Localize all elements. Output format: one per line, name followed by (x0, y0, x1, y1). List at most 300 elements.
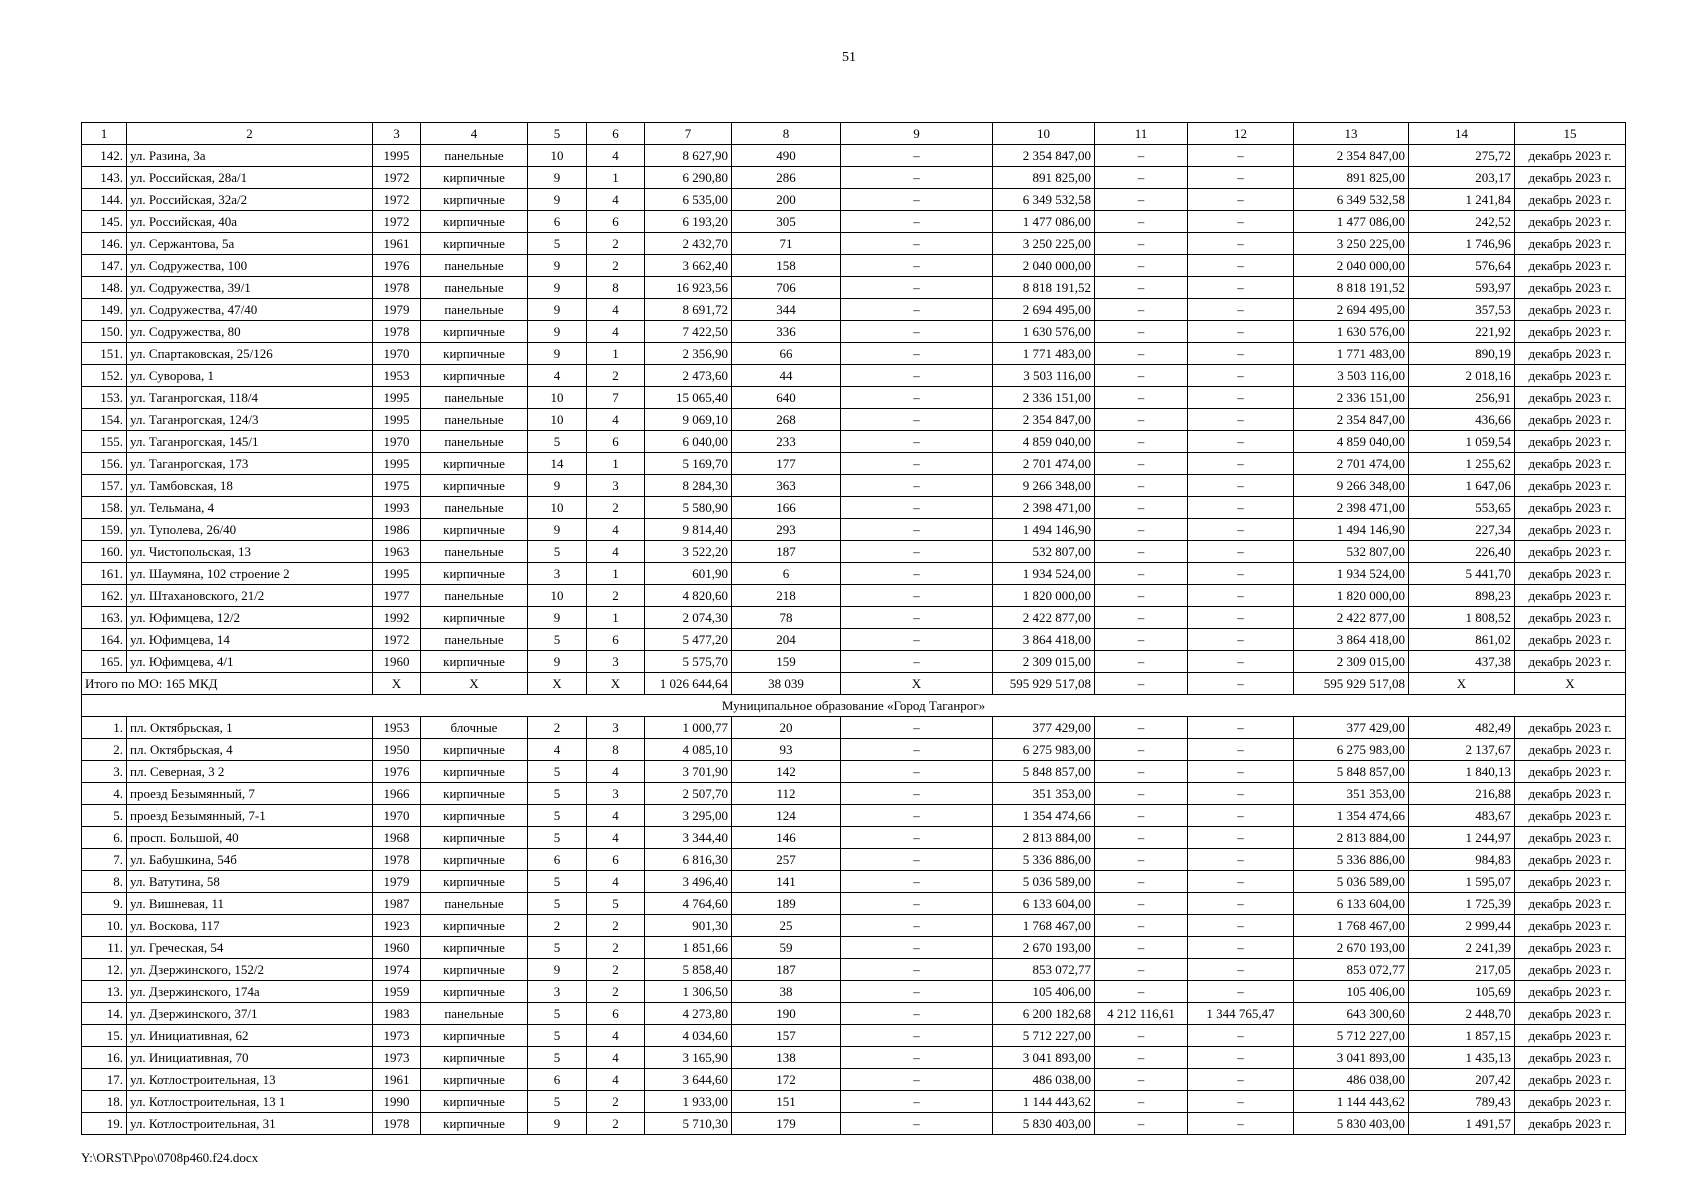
housing-repair-table (81, 122, 1626, 1135)
table-cell: – (1095, 255, 1188, 277)
table-cell: 357,53 (1409, 299, 1515, 321)
table-cell: 898,23 (1409, 585, 1515, 607)
table-cell: – (841, 651, 993, 673)
table-cell: – (841, 541, 993, 563)
table-cell: 16 923,56 (645, 277, 732, 299)
table-cell: – (1188, 255, 1294, 277)
table-cell: – (1095, 1025, 1188, 1047)
table-cell: 5 848 857,00 (993, 761, 1095, 783)
table-cell: 1923 (373, 915, 421, 937)
table-cell: – (1095, 211, 1188, 233)
table-cell: 4 859 040,00 (993, 431, 1095, 453)
table-cell: кирпичные (421, 343, 528, 365)
table-cell: 2 074,30 (645, 607, 732, 629)
table-cell: 2 354 847,00 (1294, 409, 1409, 431)
table-cell: – (1095, 629, 1188, 651)
table-cell: 9 (528, 519, 587, 541)
section-header-row (82, 695, 1626, 717)
table-cell: – (1188, 585, 1294, 607)
table-cell: декабрь 2023 г. (1515, 255, 1626, 277)
table-cell: декабрь 2023 г. (1515, 585, 1626, 607)
table-cell: 207,42 (1409, 1069, 1515, 1091)
table-cell: – (841, 1025, 993, 1047)
table-cell: 1 630 576,00 (993, 321, 1095, 343)
table-cell: 5. (82, 805, 127, 827)
table-cell: 3 250 225,00 (993, 233, 1095, 255)
table-cell: – (1095, 1113, 1188, 1135)
table-cell: 901,30 (645, 915, 732, 937)
table-cell: 5 (528, 1047, 587, 1069)
table-cell: 1995 (373, 453, 421, 475)
table-row (82, 827, 1626, 849)
table-cell: 4 820,60 (645, 585, 732, 607)
table-cell: – (1095, 761, 1188, 783)
table-row (82, 387, 1626, 409)
table-cell: декабрь 2023 г. (1515, 629, 1626, 651)
table-cell: декабрь 2023 г. (1515, 299, 1626, 321)
table-cell: 7 (587, 387, 645, 409)
table-cell: кирпичные (421, 189, 528, 211)
table-cell: кирпичные (421, 167, 528, 189)
table-cell: 3 165,90 (645, 1047, 732, 1069)
table-cell: 1990 (373, 1091, 421, 1113)
table-cell: декабрь 2023 г. (1515, 1025, 1626, 1047)
table-cell: 105 406,00 (993, 981, 1095, 1003)
table-cell: 2 (528, 717, 587, 739)
table-cell: 10 (528, 497, 587, 519)
table-cell: 1979 (373, 299, 421, 321)
table-cell: 9 (528, 475, 587, 497)
table-cell: 643 300,60 (1294, 1003, 1409, 1025)
table-cell: – (1188, 343, 1294, 365)
table-row (82, 541, 1626, 563)
table-cell: кирпичные (421, 607, 528, 629)
table-cell: 2. (82, 739, 127, 761)
table-cell: 5 (528, 431, 587, 453)
table-cell: 351 353,00 (1294, 783, 1409, 805)
column-header: 4 (421, 123, 528, 145)
table-cell: 5 712 227,00 (1294, 1025, 1409, 1047)
table-cell: 1979 (373, 871, 421, 893)
table-cell: 12. (82, 959, 127, 981)
table-cell: 78 (732, 607, 841, 629)
column-number-header (82, 123, 1626, 145)
table-cell: 2 422 877,00 (1294, 607, 1409, 629)
table-cell: 9 (528, 1113, 587, 1135)
table-cell: – (841, 959, 993, 981)
column-header: 2 (127, 123, 373, 145)
table-cell: – (1095, 167, 1188, 189)
table-cell: 149. (82, 299, 127, 321)
table-cell: 189 (732, 893, 841, 915)
table-cell: 112 (732, 783, 841, 805)
table-row (82, 959, 1626, 981)
table-cell: 3 (528, 981, 587, 1003)
table-cell: 5 710,30 (645, 1113, 732, 1135)
table-cell: – (1095, 563, 1188, 585)
table-cell: 1 144 443,62 (993, 1091, 1095, 1113)
table-cell: 3 496,40 (645, 871, 732, 893)
total-cell: X (373, 673, 421, 695)
table-cell: 377 429,00 (1294, 717, 1409, 739)
table-cell: – (1188, 541, 1294, 563)
table-row (82, 409, 1626, 431)
address-cell: ул. Таганрогская, 124/3 (127, 409, 373, 431)
table-cell: – (1095, 453, 1188, 475)
table-cell: 4 (587, 1069, 645, 1091)
table-cell: 4 (587, 827, 645, 849)
table-cell: 157 (732, 1025, 841, 1047)
table-row (82, 1113, 1626, 1135)
table-cell: 4 (587, 189, 645, 211)
table-cell: 601,90 (645, 563, 732, 585)
table-cell: 486 038,00 (1294, 1069, 1409, 1091)
table-cell: 20 (732, 717, 841, 739)
table-cell: 233 (732, 431, 841, 453)
table-cell: 1 647,06 (1409, 475, 1515, 497)
total-label: Итого по МО: 165 МКД (82, 673, 373, 695)
table-cell: 59 (732, 937, 841, 959)
table-cell: кирпичные (421, 1047, 528, 1069)
table-cell: 5 575,70 (645, 651, 732, 673)
column-header: 10 (993, 123, 1095, 145)
table-cell: 1 746,96 (1409, 233, 1515, 255)
table-cell: 4 (587, 519, 645, 541)
table-cell: – (841, 211, 993, 233)
table-cell: 2 (587, 233, 645, 255)
table-cell: 16. (82, 1047, 127, 1069)
table-cell: кирпичные (421, 321, 528, 343)
table-cell: 1 771 483,00 (993, 343, 1095, 365)
address-cell: ул. Юфимцева, 14 (127, 629, 373, 651)
table-cell: 8 (587, 739, 645, 761)
table-cell: 4 (528, 739, 587, 761)
table-cell: 8 (587, 277, 645, 299)
table-cell: 10 (528, 145, 587, 167)
table-cell: 482,49 (1409, 717, 1515, 739)
table-cell: кирпичные (421, 365, 528, 387)
table-cell: – (1188, 497, 1294, 519)
table-cell: – (841, 981, 993, 1003)
table-cell: 161. (82, 563, 127, 585)
table-cell: 218 (732, 585, 841, 607)
table-cell: 6 040,00 (645, 431, 732, 453)
table-cell: – (1095, 871, 1188, 893)
table-cell: – (1095, 497, 1188, 519)
address-cell: ул. Бабушкина, 54б (127, 849, 373, 871)
table-cell: панельные (421, 145, 528, 167)
table-row (82, 783, 1626, 805)
table-cell: – (841, 783, 993, 805)
table-cell: – (841, 519, 993, 541)
column-header: 12 (1188, 123, 1294, 145)
table-cell: 1978 (373, 849, 421, 871)
table-cell: – (1095, 189, 1188, 211)
table-cell: 1976 (373, 255, 421, 277)
table-cell: 38 (732, 981, 841, 1003)
table-cell: – (841, 629, 993, 651)
table-cell: 2 241,39 (1409, 937, 1515, 959)
table-cell: 8 818 191,52 (1294, 277, 1409, 299)
address-cell: ул. Юфимцева, 12/2 (127, 607, 373, 629)
table-cell: 2 507,70 (645, 783, 732, 805)
table-cell: 6 200 182,68 (993, 1003, 1095, 1025)
table-cell: 2 670 193,00 (1294, 937, 1409, 959)
table-cell: 221,92 (1409, 321, 1515, 343)
table-cell: 789,43 (1409, 1091, 1515, 1113)
table-cell: 148. (82, 277, 127, 299)
table-cell: 363 (732, 475, 841, 497)
table-cell: – (841, 1003, 993, 1025)
table-cell: 147. (82, 255, 127, 277)
column-header: 5 (528, 123, 587, 145)
table-cell: 377 429,00 (993, 717, 1095, 739)
table-cell: 3 250 225,00 (1294, 233, 1409, 255)
table-cell: 3 503 116,00 (993, 365, 1095, 387)
table-cell: – (1095, 387, 1188, 409)
table-cell: кирпичные (421, 981, 528, 1003)
table-cell: 1960 (373, 651, 421, 673)
table-cell: декабрь 2023 г. (1515, 277, 1626, 299)
column-header: 11 (1095, 123, 1188, 145)
table-cell: декабрь 2023 г. (1515, 717, 1626, 739)
table-cell: 6 349 532,58 (993, 189, 1095, 211)
table-cell: 576,64 (1409, 255, 1515, 277)
table-body (82, 123, 1626, 1135)
table-cell: 10. (82, 915, 127, 937)
table-cell: 1 934 524,00 (993, 563, 1095, 585)
table-cell: панельные (421, 431, 528, 453)
table-cell: – (841, 321, 993, 343)
table-cell: 2 (587, 1113, 645, 1135)
table-cell: 5 (528, 805, 587, 827)
section-title: Муниципальное образование «Город Таганрог» (82, 695, 1626, 717)
table-cell: 4 (587, 1025, 645, 1047)
table-cell: 157. (82, 475, 127, 497)
table-cell: декабрь 2023 г. (1515, 475, 1626, 497)
table-cell: – (1095, 717, 1188, 739)
table-cell: 9 (528, 607, 587, 629)
table-cell: декабрь 2023 г. (1515, 1113, 1626, 1135)
table-cell: – (1095, 277, 1188, 299)
table-row (82, 629, 1626, 651)
table-cell: – (841, 805, 993, 827)
table-cell: – (841, 387, 993, 409)
table-cell: 2 354 847,00 (993, 145, 1095, 167)
table-cell: 5 830 403,00 (993, 1113, 1095, 1135)
table-cell: – (841, 233, 993, 255)
table-cell: 6. (82, 827, 127, 849)
table-cell: – (841, 1113, 993, 1135)
table-cell: 6 (732, 563, 841, 585)
table-cell: декабрь 2023 г. (1515, 937, 1626, 959)
table-cell: 144. (82, 189, 127, 211)
table-cell: 2 473,60 (645, 365, 732, 387)
table-cell: 4 034,60 (645, 1025, 732, 1047)
table-row (82, 871, 1626, 893)
table-row (82, 893, 1626, 915)
table-cell: 1 306,50 (645, 981, 732, 1003)
table-cell: – (1188, 937, 1294, 959)
table-cell: 204 (732, 629, 841, 651)
table-cell: 3 (587, 783, 645, 805)
table-cell: 187 (732, 541, 841, 563)
table-cell: 8 691,72 (645, 299, 732, 321)
table-cell: – (841, 1069, 993, 1091)
table-cell: – (1188, 365, 1294, 387)
table-cell: – (841, 167, 993, 189)
table-cell: 1 354 474,66 (993, 805, 1095, 827)
table-cell: 3 041 893,00 (1294, 1047, 1409, 1069)
table-row (82, 937, 1626, 959)
table-cell: 1 933,00 (645, 1091, 732, 1113)
table-cell: 5 336 886,00 (993, 849, 1095, 871)
table-cell: 1987 (373, 893, 421, 915)
address-cell: ул. Российская, 40а (127, 211, 373, 233)
column-header: 8 (732, 123, 841, 145)
table-cell: 1976 (373, 761, 421, 783)
table-cell: 142 (732, 761, 841, 783)
table-cell: 14 (528, 453, 587, 475)
table-cell: 4 212 116,61 (1095, 1003, 1188, 1025)
total-cell: X (421, 673, 528, 695)
table-cell: – (841, 585, 993, 607)
table-cell: – (1095, 343, 1188, 365)
table-cell: 200 (732, 189, 841, 211)
table-cell: – (1095, 585, 1188, 607)
table-cell: 1995 (373, 409, 421, 431)
table-cell: – (1095, 145, 1188, 167)
table-cell: 2 694 495,00 (1294, 299, 1409, 321)
table-cell: – (1095, 299, 1188, 321)
table-cell: 15 065,40 (645, 387, 732, 409)
table-cell: 553,65 (1409, 497, 1515, 519)
table-cell: 150. (82, 321, 127, 343)
table-cell: кирпичные (421, 519, 528, 541)
table-cell: – (1188, 277, 1294, 299)
address-cell: проезд Безымянный, 7 (127, 783, 373, 805)
address-cell: ул. Дзержинского, 37/1 (127, 1003, 373, 1025)
table-cell: 2 354 847,00 (993, 409, 1095, 431)
table-cell: – (1188, 871, 1294, 893)
table-cell: 5 (528, 761, 587, 783)
table-cell: 6 535,00 (645, 189, 732, 211)
table-cell: 2 (587, 981, 645, 1003)
table-cell: 532 807,00 (993, 541, 1095, 563)
table-cell: кирпичные (421, 937, 528, 959)
table-cell: 5 336 886,00 (1294, 849, 1409, 871)
total-cell: 595 929 517,08 (993, 673, 1095, 695)
table-cell: – (841, 343, 993, 365)
table-row (82, 805, 1626, 827)
table-cell: 5 (528, 893, 587, 915)
table-cell: 3 (528, 563, 587, 585)
table-cell: 1 491,57 (1409, 1113, 1515, 1135)
table-cell: 5 (528, 937, 587, 959)
table-cell: декабрь 2023 г. (1515, 167, 1626, 189)
table-cell: кирпичные (421, 915, 528, 937)
table-cell: 5 (528, 629, 587, 651)
table-cell: 2 (587, 585, 645, 607)
table-cell: 8 284,30 (645, 475, 732, 497)
table-cell: 9 (528, 255, 587, 277)
table-cell: 1 344 765,47 (1188, 1003, 1294, 1025)
column-header: 13 (1294, 123, 1409, 145)
table-cell: 5 (528, 1003, 587, 1025)
table-cell: 2 (528, 915, 587, 937)
table-cell: – (1188, 145, 1294, 167)
table-cell: 5 (587, 893, 645, 915)
table-cell: 1 (587, 167, 645, 189)
table-cell: кирпичные (421, 739, 528, 761)
table-cell: 257 (732, 849, 841, 871)
table-cell: 256,91 (1409, 387, 1515, 409)
table-cell: 93 (732, 739, 841, 761)
table-cell: 3 041 893,00 (993, 1047, 1095, 1069)
table-cell: 6 290,80 (645, 167, 732, 189)
address-cell: пл. Октябрьская, 4 (127, 739, 373, 761)
table-cell: 344 (732, 299, 841, 321)
table-cell: панельные (421, 409, 528, 431)
table-row (82, 607, 1626, 629)
table-cell: кирпичные (421, 475, 528, 497)
address-cell: ул. Содружества, 100 (127, 255, 373, 277)
table-cell: 1968 (373, 827, 421, 849)
total-cell: 1 026 644,64 (645, 673, 732, 695)
table-cell: 1975 (373, 475, 421, 497)
table-cell: 1 768 467,00 (993, 915, 1095, 937)
table-cell: 4 (587, 805, 645, 827)
table-cell: 5 580,90 (645, 497, 732, 519)
table-cell: 3 662,40 (645, 255, 732, 277)
table-cell: 227,34 (1409, 519, 1515, 541)
table-cell: 3 (587, 475, 645, 497)
table-cell: 4 (587, 761, 645, 783)
table-cell: декабрь 2023 г. (1515, 871, 1626, 893)
table-cell: 2 398 471,00 (1294, 497, 1409, 519)
table-row (82, 497, 1626, 519)
table-cell: 1950 (373, 739, 421, 761)
table-cell: 1983 (373, 1003, 421, 1025)
table-cell: 2 432,70 (645, 233, 732, 255)
table-cell: декабрь 2023 г. (1515, 409, 1626, 431)
column-header: 3 (373, 123, 421, 145)
table-cell: 1995 (373, 563, 421, 585)
table-row (82, 299, 1626, 321)
table-row (82, 761, 1626, 783)
table-cell: 1963 (373, 541, 421, 563)
table-cell: 1 435,13 (1409, 1047, 1515, 1069)
table-cell: декабрь 2023 г. (1515, 233, 1626, 255)
table-cell: 2 813 884,00 (993, 827, 1095, 849)
table-cell: – (841, 431, 993, 453)
table-cell: – (1095, 541, 1188, 563)
table-cell: 66 (732, 343, 841, 365)
table-cell: 2 (587, 915, 645, 937)
table-cell: 4. (82, 783, 127, 805)
table-cell: панельные (421, 497, 528, 519)
table-cell: кирпичные (421, 1069, 528, 1091)
table-cell: 5 (528, 1025, 587, 1047)
table-cell: 9 (528, 167, 587, 189)
table-row (82, 585, 1626, 607)
table-cell: 4 (587, 321, 645, 343)
table-cell: кирпичные (421, 959, 528, 981)
table-cell: – (1188, 167, 1294, 189)
table-cell: 3 864 418,00 (993, 629, 1095, 651)
table-cell: 1966 (373, 783, 421, 805)
table-cell: – (1188, 915, 1294, 937)
